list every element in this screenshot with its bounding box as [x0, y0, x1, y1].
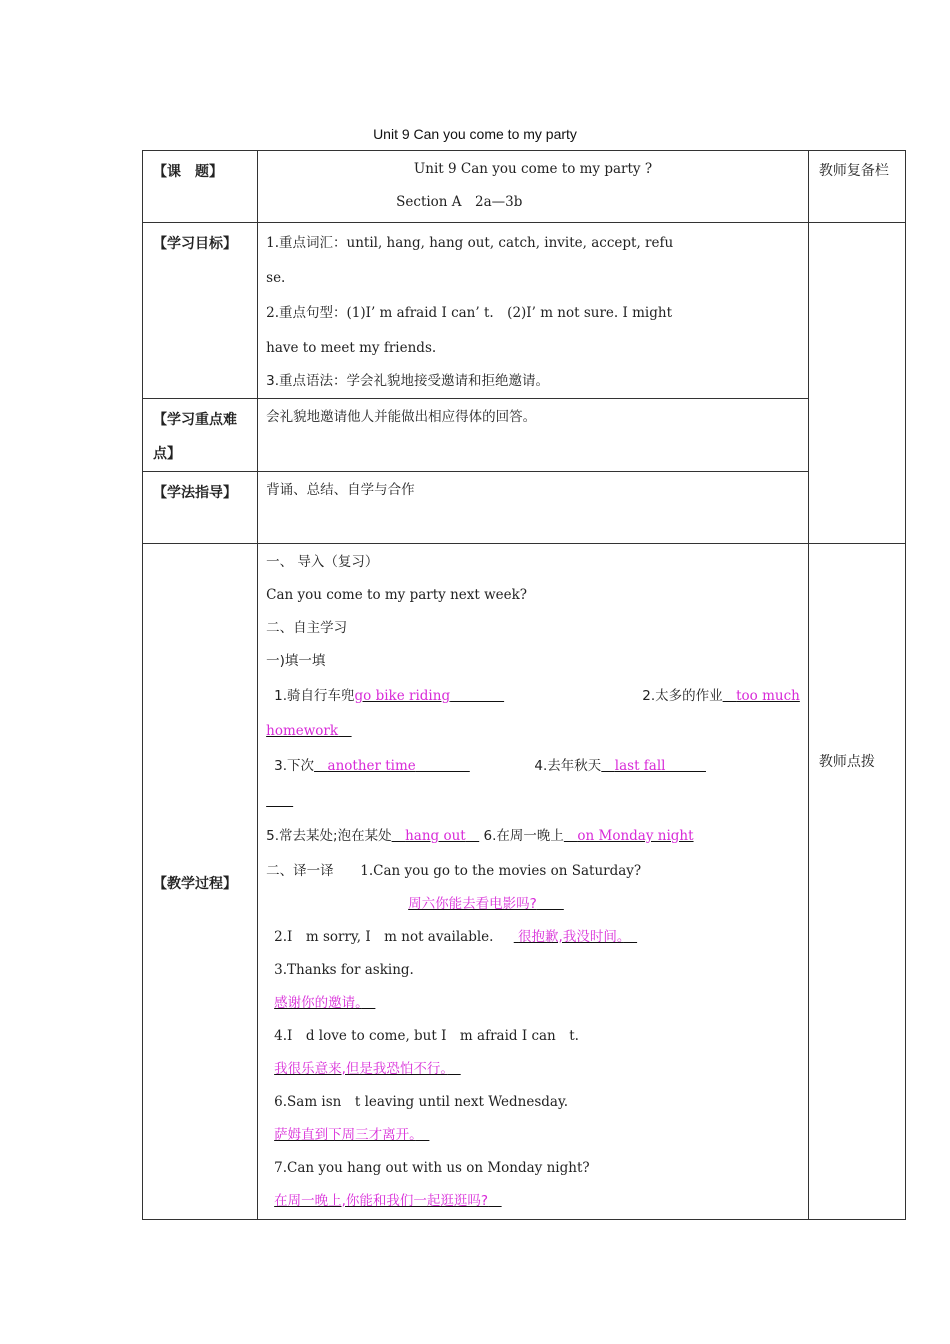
translate-line-2	[266, 921, 800, 954]
translate-en-1: 1.Can you go to the movies on Saturday?	[360, 863, 642, 879]
key-points-label: 【学习重点难点】	[143, 399, 258, 472]
fill-item-5: 5.常去某处;泡在某处 hang out	[266, 828, 466, 844]
teacher-review-column-label: 教师复备栏	[808, 151, 905, 223]
teacher-review-column	[808, 223, 905, 544]
intro-heading: 一、 导入（复习）	[266, 554, 379, 570]
goal-sentences-cont: have to meet my friends.	[266, 340, 437, 356]
fill-answer-3: another time	[327, 758, 416, 774]
goal-vocabulary-cont: se.	[266, 270, 286, 286]
translate-en-2: 2.I m sorry, I m not available.	[274, 929, 494, 945]
method-row	[143, 472, 906, 544]
translate-zh-4: 我很乐意来,但是我恐怕不行。	[274, 1061, 448, 1077]
fill-item-4: 4.去年秋天 last fall	[534, 758, 666, 774]
self-study-heading: 二、自主学习	[266, 620, 348, 636]
translate-zh-line-1	[266, 888, 800, 921]
translate-zh-1: 周六你能去看电影吗?	[408, 896, 537, 912]
translate-line-1	[266, 855, 800, 888]
translate-zh-6: 萨姆直到下周三才离开。	[274, 1127, 416, 1143]
process-content	[258, 544, 809, 1220]
goals-row	[143, 223, 906, 399]
fill-answer-4: last fall	[614, 758, 666, 774]
method-label: 【学法指导】	[143, 472, 258, 544]
topic-label: 【课 题】	[143, 151, 258, 223]
translate-heading: 二、译一译	[266, 863, 334, 879]
goal-vocabulary: 1.重点词汇：until, hang, hang out, catch, invite, accept, refu	[266, 235, 674, 251]
document-title: Unit 9 Can you come to my party	[373, 126, 577, 142]
lesson-plan-table	[142, 150, 906, 1220]
translate-en-6: 6.Sam isn t leaving until next Wednesday.	[274, 1094, 569, 1110]
fill-line-2	[266, 715, 800, 748]
process-row	[143, 544, 906, 1220]
fill-heading: 一)填一填	[266, 653, 326, 669]
fill-answer-5: hang out	[405, 828, 466, 844]
fill-answer-2: too much	[736, 688, 800, 704]
fill-line-4	[266, 785, 800, 818]
translate-zh-line-3	[266, 987, 800, 1020]
translate-zh-3: 感谢你的邀请。	[274, 995, 362, 1011]
topic-content	[258, 151, 809, 223]
translate-en-line-3	[266, 954, 800, 987]
translate-zh-line-6	[266, 1119, 800, 1152]
key-points-content	[258, 399, 809, 472]
fill-answer-6: on Monday night	[577, 828, 694, 844]
fill-answer-1: go bike riding	[354, 688, 451, 704]
intro-question: Can you come to my party next week?	[266, 587, 528, 603]
translate-zh-line-4	[266, 1053, 800, 1086]
process-label	[143, 544, 258, 1220]
translate-en-line-7	[266, 1152, 800, 1185]
fill-item-2: 2.太多的作业 too much	[642, 688, 800, 704]
teacher-tips-column	[808, 544, 905, 1220]
topic-row	[143, 151, 906, 223]
fill-answer-2-cont: homework	[266, 723, 339, 739]
fill-item-6: 6.在周一晚上 on Monday night	[483, 828, 694, 844]
process-label-text: 【教学过程】	[153, 875, 237, 892]
goals-content	[258, 223, 809, 399]
method-text: 背诵、总结、自学与合作	[266, 482, 415, 498]
key-points-row	[143, 399, 906, 472]
translate-zh-7: 在周一晚上,你能和我们一起逛逛吗?	[274, 1193, 489, 1209]
goal-grammar: 3.重点语法：学会礼貌地接受邀请和拒绝邀请。	[266, 373, 550, 389]
goals-label: 【学习目标】	[143, 223, 258, 399]
translate-zh-2: 很抱歉,我没时间。	[518, 929, 624, 945]
goal-sentences: 2.重点句型：(1)I’ m afraid I can’ t. (2)I’ m not sure. I might	[266, 305, 672, 321]
fill-line-1	[266, 678, 800, 715]
fill-item-1: 1.骑自行车兜go bike riding	[274, 688, 451, 704]
translate-en-7: 7.Can you hang out with us on Monday night?	[274, 1160, 590, 1176]
translate-en-line-4	[266, 1020, 800, 1053]
translate-en-3: 3.Thanks for asking.	[274, 962, 414, 978]
translate-en-line-6	[266, 1086, 800, 1119]
fill-item-3: 3.下次 another time	[274, 758, 416, 774]
lesson-title: Unit 9 Can you come to my party ?	[413, 161, 653, 177]
translate-en-4: 4.I d love to come, but I m afraid I can t.	[274, 1028, 579, 1044]
method-content	[258, 472, 809, 544]
key-points-text: 会礼貌地邀请他人并能做出相应得体的回答。	[266, 409, 537, 425]
translate-zh-line-7	[266, 1185, 800, 1218]
fill-line-5	[266, 818, 800, 855]
teacher-tips-label: 教师点拨	[818, 754, 875, 770]
section-line: Section A 2a—3b	[396, 194, 523, 210]
fill-line-3	[266, 748, 800, 785]
